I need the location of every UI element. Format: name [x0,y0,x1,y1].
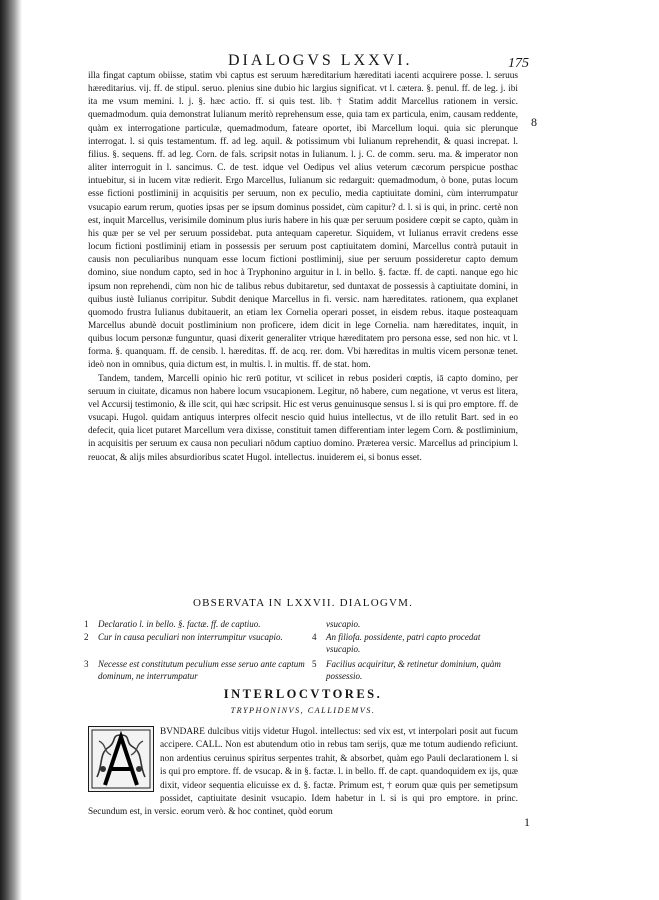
interlocutores-heading: INTERLOCVTORES. [223,687,383,701]
interlocutores-names: TRYPHONINVS, CALLIDEMVS. [230,706,376,715]
item-number: 2 [84,632,89,642]
item-text: vsucapio. [326,619,361,629]
page-gutter-shadow [0,0,22,900]
running-head: DIALOGVS LXXVI. [228,52,413,69]
dialogue-text: BVNDARE dulcibus vitijs videtur Hugol. intellectus: sed vix est, vt interpolari posit aut fucum accipere. CALL. Non est abutendum otio in rebus tam serijs, quæ me totum audiendo reficiunt. non ardentius ceruinus spiritus serpentes trahit, & absorbet, quàm ego Pauli declarationem l. si is qui pro emptore. ff. de vsucap. & in §. factæ. l. in bello. ff. de capt. quandoquidem ex ijs, quæ dixit, videor sequentia elicuisse ex d. §. factæ. Primum est, † eorum quæ quis per semetipsum possidet, captiuitate desinit vsucapio. Idem habetur in l. si is qui pro emptore. in princ. Secundum est, in versic. eorum verò. & hoc continet, quòd eorum [88,727,518,818]
item-text: Necesse est constitutum peculium esse seruo ante captum dominum, ne interrumpatur [98,659,305,682]
observata-item [312,631,516,656]
commentary-body [88,70,518,465]
margin-note-upper: 8 [531,115,537,129]
margin-note-lower: 1 [524,815,530,829]
observata-item [326,618,516,630]
item-number: 5 [312,659,317,669]
observata-item [84,658,318,683]
item-text: Declaratio l. in bello. §. factæ. ff. de captiuo. [98,619,261,629]
dialogue-body [88,726,518,820]
observata-item [84,631,318,643]
observata-item [84,618,318,630]
decorated-initial-A [88,726,154,792]
item-text: Cur in causa peculiari non interrumpitur vsucapio. [98,632,283,642]
item-text: An filiofa. possidente, patri capto procedat vsucapio. [326,632,481,655]
item-number: 3 [84,659,89,669]
page-number: 175 [508,56,529,71]
observata-heading: OBSERVATA IN LXXVII. DIALOGVM. [192,597,414,609]
ornament-icon [89,727,153,791]
paragraph: Tandem, tandem, Marcelli opinio hic rerū potitur, vt scilicet in rebus posideri cœptis, iā capto domino, per seruum in ciuitate, dicamus non habere locum vsucapionem. Legitur, nō habere, cum negatione, vt verus est litera, vel Accursij testimonio, & ille scit, qui hæc scripsit. Hic est verus genuinusque sensus l. si is qui pro emptore. ff. de vsucapi. Hugol. quidam antiquus interpres olfecit nescio quid huius intellectus, vt de illo retulit Bart. sed in eo defecit, quia licet putaret Marcellum vera dixisse, constituit tamen differentiam inter legem Corn. & postliminium, in acquisitis per seruum ex causa non peculiari nōdum captiuo domino. Præterea versic. Marcellus ad principium l. reuocat, & alijs miles absurdioribus scatet Hugol. intellectus. inuiderem ei, si bonus esset. [88,373,518,463]
item-number: 4 [312,632,317,642]
observata-item [312,658,516,683]
paragraph: illa fingat captum obiisse, statim vbi captus est seruum hæreditarium hæreditati iacenti acquirere posse. l. seruus hæreditarius. vij. ff. de stipul. seruo. plenius sine dubio hic largius significat. vt l. cætera. §. penul. ff. de leg. j. ibi ita me vsum memini. l. j. §. hæc actio. ff. si quis test. lib. † Statim addit Marcellus rationem in versic. quemadmodum. quia demonstrat Iulianum meritò reprehensum esse, quia tam ex particula, enim, causam reddente, quàm ex interrogatione particulæ, quemadmodum, fateare oportet, ibi Marcellum loqui. quia sic plerunque interrogat. l. si quis testamentum. ff. ad leg. aquil. & potissimum vbi Iulianum reprehendit, & quasi increpat. l. filius. §. sequens. ff. ad leg. Corn. de fals. scripsit notas in Iulianum. l. j. C. de comm. seru. ma. & imperator non aliter interroguit in l. sancimus. C. de test. idque vel Oedipus vel alius veterum cæcorum perspicue posthac intuebitur, si in lucem vitæ redierit. Ergo Marcellus, Iulianum sic redarguit: quemadmodum, ò bone, putas locum esse fictioni postliminij in acquisitis per seruum, non ex peculio, media captiuitate domini, cùm interrumpatur vsucapio earum rerum, quoties ipsas per se ipsum dominus possidet, cùm capitur? d. l. si is qui, in princ. certè non est, inquit Marcellus, verisimile dominum plus iuris habere in his quæ per seruum posidere cœpit se capto, quàm in his quæ per se vel per seruum possidebat. puta antequam caperetur. Siquidem, vt Iulianus erravit credens esse locum fictioni postliminij etiam in possessis per seruum post captiuitatem domini, Marcellus contrà putauit in causis non peculiaribus nunquam esse locum fictioni postliminij, siue per seruum possideretur capto demum domino, siue nondum capto, sed in hoc à Tryphonino arguitur in l. in bello. §. factæ. ff. de capti. nanque ego hic ipsum non reprehendi, cùm non hic de talibus rebus dubitaretur, sed duntaxat de possessis à captiuitate domini, in quibus iustè Iulianus corripitur. Subdit denique Marcellus in fi. versic. nam hæreditates. rationem, qua explanet quomodo frustra Iulianus dubitauerit, an etiam lex Cornelia operari posset, in eisdem rebus. itaque posteaquam Marcellus abundè docuit postliminium non proficere, idem dicit in lege Cornelia. nam hæreditates, inquit, in quibus locum personæ funguntur, quasi dixerit generaliter vtrique hæreditatem pro persona esse, sed non hic. vt l. forma. §. quanquam. ff. de censib. l. hæreditas. ff. de acq. rer. dom. Vbi hæreditas in multis vicem personæ tenet. ideò non in omnibus, quia dictum est, in multis. l. in multis. ff. de stat. hom. [88,71,518,371]
item-text: Facilius acquiritur, & retinetur dominium, quàm possessio. [326,659,501,682]
item-number: 1 [84,619,89,629]
